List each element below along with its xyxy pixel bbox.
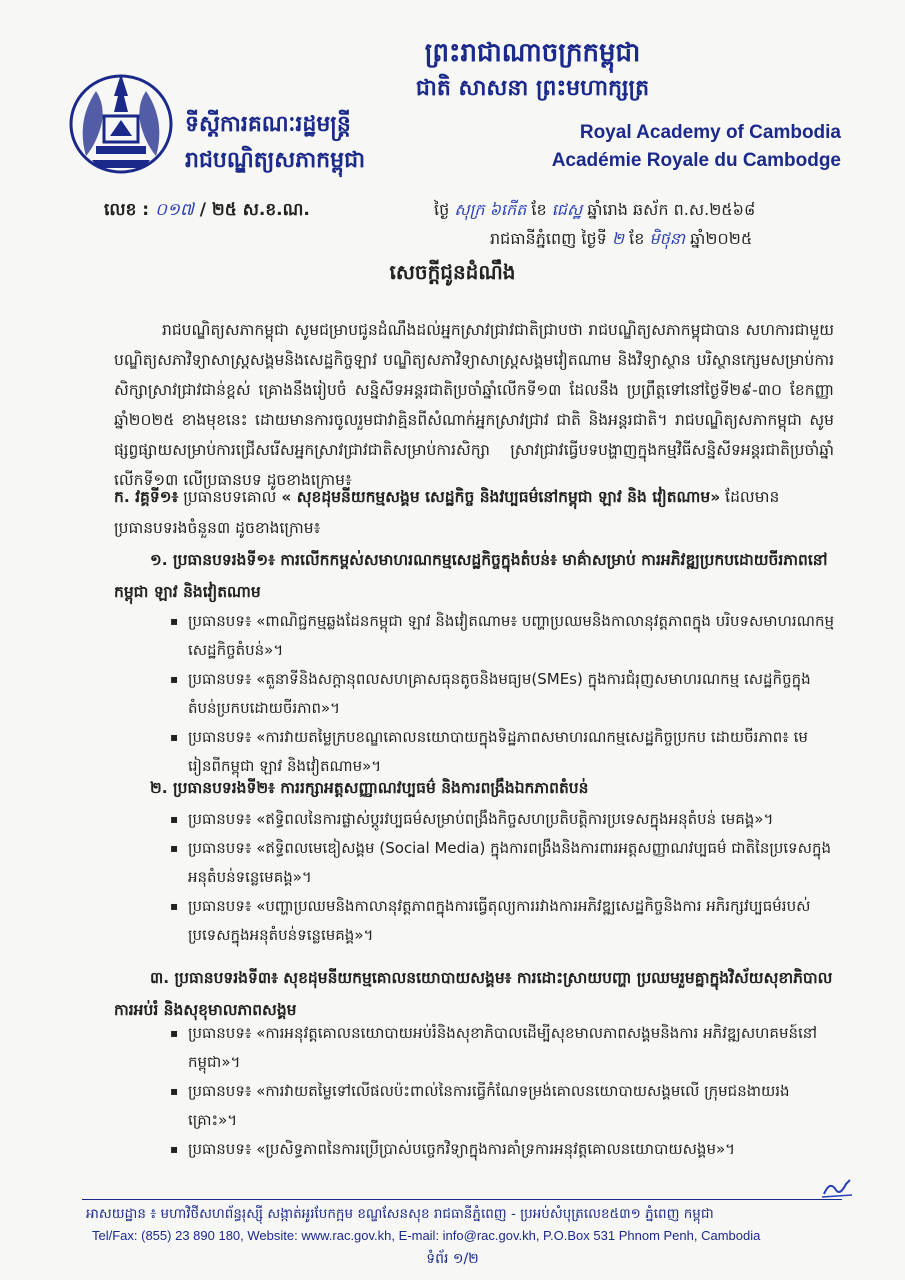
reference-number-handwritten: ០១៧	[155, 200, 194, 220]
academy-name-kh: រាជបណ្ឌិត្យសភាកម្ពុជា	[185, 148, 366, 173]
main-theme: ក. វគ្គទី១៖ ប្រធានបទគោល « សុខដុមនីយកម្មសង្គម សេដ្ឋកិច្ច និងវប្បធម៌នៅកម្ពុជា ឡាវ និង វៀតណាម» ដែលមានប្រធានបទរងចំនួន៣ ដូចខាងក្រោម៖	[114, 488, 780, 537]
academy-name-en: Royal Academy of Cambodia	[579, 122, 841, 143]
list-item: ▪ ប្រធានបទ៖ «តួនាទីនិងសក្តានុពលសហគ្រាសធុនតូចនិងមធ្យម(SMEs) ក្នុងការជំរុញសមាហរណកម្ម សេដ្ឋកិច្ចក្នុងតំបន់ប្រកបដោយចីរភាព»។	[174, 665, 834, 723]
intro-paragraph: រាជបណ្ឌិត្យសភាកម្ពុជា សូមជម្រាបជូនដំណឹងដល់អ្នកស្រាវជ្រាវជាតិជ្រាបថា រាជបណ្ឌិត្យសភាកម្ពុជាបាន សហការជាមួយបណ្ឌិត្យសភាវិទ្យាសាស្ត្រសង្គមនិងសេដ្ឋកិច្ចឡាវ បណ្ឌិត្យសភាវិទ្យាសាស្ត្រសង្គមវៀតណាម និងវិទ្យាស្ថាន បរិស្ថានក្សេមសម្រាប់ការសិក្សាស្រាវជ្រាវជាន់ខ្ពស់ គ្រោងនឹងរៀបចំ សន្និសីទអន្តរជាតិប្រចាំឆ្នាំលើកទី១៣ ដែលនឹង ប្រព្រឹត្តទៅនៅថ្ងៃទី២៩-៣០ ខែកញ្ញា ឆ្នាំ២០២៥ ខាងមុខនេះ ដោយមានការចូលរួមជាវាគ្មិនពីសំណាក់អ្នកស្រាវជ្រាវ ជាតិ និងអន្តរជាតិ។ រាជបណ្ឌិត្យសភាកម្ពុជា សូមផ្សព្វផ្សាយសម្រាប់ការជ្រើសរើសអ្នកស្រាវជ្រាវជាតិសម្រាប់ការសិក្សា ស្រាវជ្រាវធ្វើបទបង្ហាញក្នុងកម្មវិធីសន្និសីទអន្តរជាតិប្រចាំឆ្នាំលើកទី១៣ លើប្រធានបទ ដូចខាងក្រោម៖	[114, 321, 834, 489]
handwritten-initial-icon	[820, 1176, 854, 1200]
section-items	[174, 607, 834, 781]
list-item: ▪ ប្រធានបទ៖ «ពាណិជ្ជកម្មឆ្លងដែនកម្ពុជា ឡាវ និងវៀតណាម៖ បញ្ហាប្រឈមនិងកាលានុវត្តភាពក្នុង បរិបទសមាហរណកម្មសេដ្ឋកិច្ចតំបន់»។	[174, 607, 834, 665]
reference-number: លេខ : ០១៧ / ២៥ ស.ខ.ណ.	[104, 200, 310, 220]
solar-date: រាជធានីភ្នំពេញ ថ្ងៃទី ២ ខែ មិថុនា ឆ្នាំ២០២៥	[490, 229, 753, 248]
list-item: ▪ ប្រធានបទ៖ «ប្រសិទ្ធភាពនៃការប្រើប្រាស់បច្ចេកវិទ្យាក្នុងការគាំទ្រការអនុវត្តគោលនយោបាយសង្គម»។	[174, 1135, 834, 1164]
list-item: ▪ ប្រធានបទ៖ «ការអនុវត្តគោលនយោបាយអប់រំនិងសុខាភិបាលដើម្បីសុខមាលភាពសង្គមនិងការ អភិវឌ្ឍសហគមន៍នៅកម្ពុជា»។	[174, 1019, 834, 1077]
section-items	[174, 1019, 834, 1164]
footer-contact: Tel/Fax: (855) 23 890 180, Website: www.rac.gov.kh, E-mail: info@rac.gov.kh, P.O.Box 531 Phnom Penh, Cambodia	[92, 1228, 761, 1243]
footer-divider	[82, 1199, 842, 1200]
kingdom-title: ព្រះរាជាណាចក្រកម្ពុជា	[424, 38, 641, 68]
list-item: ▪ ប្រធានបទ៖ «បញ្ហាប្រឈមនិងកាលានុវត្តភាពក្នុងការធ្វើតុល្យការរវាងការអភិវឌ្ឍសេដ្ឋកិច្ចនិងការ អភិរក្សវប្បធម៌របស់ប្រទេសក្នុងអនុតំបន់ទន្លេមេគង្គ»។	[174, 892, 834, 950]
list-item: ▪ ប្រធានបទ៖ «ការវាយតម្លៃក្របខណ្ឌគោលនយោបាយក្នុងទិដ្ឋភាពសមាហរណកម្មសេដ្ឋកិច្ចប្រកប ដោយចីរភាព៖ មេរៀនពីកម្ពុជា ឡាវ និងវៀតណាម»។	[174, 723, 834, 781]
list-item: ▪ ប្រធានបទ៖ «ការវាយតម្លៃទៅលើផលប៉ះពាល់នៃការធ្វើកំណែទម្រង់គោលនយោបាយសង្គមលើ ក្រុមជនងាយរងគ្រោះ»។	[174, 1077, 834, 1135]
footer-address: អាសយដ្ឋាន ៖ មហាវិថីសហព័ន្ធរុស្ស៊ី សង្កាត់អូរបែកក្អម ខណ្ឌសែនសុខ រាជធានីភ្នំពេញ - ប្រអប់សំបុត្រលេខ៥៣១ ភ្នំពេញ កម្ពុជា	[86, 1206, 714, 1222]
national-motto: ជាតិ សាសនា ព្រះមហាក្សត្រ	[415, 76, 650, 101]
section-heading: ១. ប្រធានបទរងទី១៖ ការលើកកម្ពស់សមាហរណកម្មសេដ្ឋកិច្ចក្នុងតំបន់៖ មាគ៌ាសម្រាប់ ការអភិវឌ្ឍប្រកបដោយចីរភាពនៅកម្ពុជា ឡាវ និងវៀតណាម	[114, 551, 828, 601]
academy-name-fr: Académie Royale du Cambodge	[551, 150, 841, 171]
page-number: ទំព័រ ១/២	[426, 1251, 479, 1267]
ministry-name: ទីស្តីការគណៈរដ្ឋមន្ត្រី	[185, 112, 351, 137]
section-items	[174, 805, 834, 950]
section-heading: ២. ប្រធានបទរងទី២៖ ការរក្សាអត្តសញ្ញាណវប្បធម៌ និងការពង្រឹងឯកភាពតំបន់	[150, 779, 589, 797]
list-item: ▪ ប្រធានបទ៖ «ឥទ្ធិពលនៃការផ្លាស់ប្តូរវប្បធម៌សម្រាប់ពង្រឹងកិច្ចសហប្រតិបត្តិការប្រទេសក្នុងអនុតំបន់ មេគង្គ»។	[174, 805, 834, 834]
document-title: សេចក្តីជូនដំណឹង	[389, 260, 516, 284]
section-heading: ៣. ប្រធានបទរងទី៣៖ សុខដុមនីយកម្មគោលនយោបាយសង្គម៖ ការដោះស្រាយបញ្ហា ប្រឈមរួមគ្នាក្នុងវិស័យសុខាភិបាល ការអប់រំ និងសុខុមាលភាពសង្គម	[114, 969, 833, 1019]
lunar-date: ថ្ងៃ សុក្រ ៦កើត ខែ ជេស្ឋ ឆ្នាំរោង ឆស័ក ព.ស.២៥៦៨	[434, 200, 756, 219]
list-item: ▪ ប្រធានបទ៖ «ឥទ្ធិពលមេឌៀសង្គម (Social Media) ក្នុងការពង្រឹងនិងការពារអត្តសញ្ញាណវប្បធម៌ ជាតិនៃប្រទេសក្នុងអនុតំបន់ទន្លេមេគង្គ»។	[174, 834, 834, 892]
